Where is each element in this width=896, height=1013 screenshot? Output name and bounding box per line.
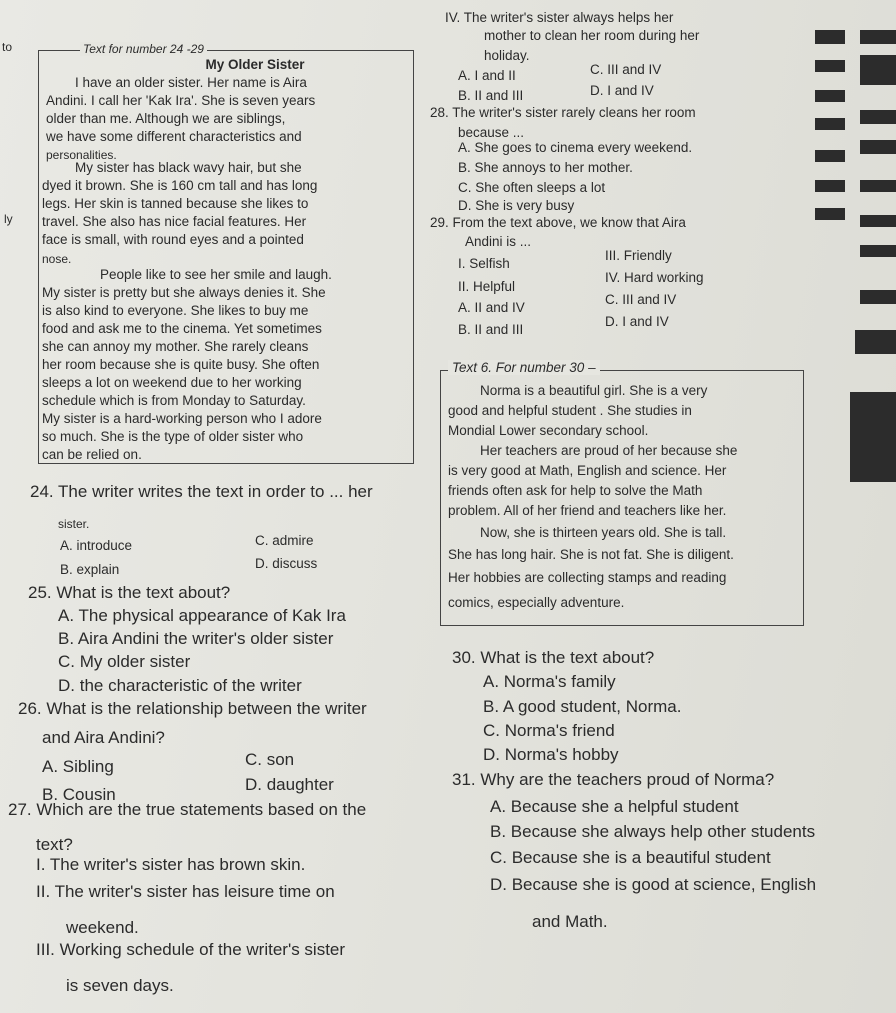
text-line: older than me. Although we are siblings, <box>46 111 286 126</box>
q27-statement-ii-cont: weekend. <box>66 918 139 937</box>
q27-option-a[interactable]: A. I and II <box>458 68 516 83</box>
q27-option-b[interactable]: B. II and III <box>458 88 524 103</box>
text-line: she can annoy my mother. She rarely cleans <box>42 339 309 354</box>
q27-option-d[interactable]: D. I and IV <box>590 83 654 98</box>
q29-option-b[interactable]: B. II and III <box>458 322 524 337</box>
q28-question: 28. The writer's sister rarely cleans her room <box>430 105 696 120</box>
page-edge-stripes <box>800 0 896 480</box>
q24-question: 24. The writer writes the text in order to ... her <box>30 482 373 501</box>
q26-option-b[interactable]: B. Cousin <box>42 785 116 804</box>
q28-option-b[interactable]: B. She annoys to her mother. <box>458 160 633 175</box>
text-label-24-29: Text for number 24 -29 <box>80 42 207 56</box>
q24-option-c[interactable]: C. admire <box>255 533 314 548</box>
text-line: schedule which is from Monday to Saturday. <box>42 393 306 408</box>
q25-option-a[interactable]: A. The physical appearance of Kak Ira <box>58 606 346 625</box>
text-line: so much. She is the type of older sister who <box>42 429 304 444</box>
q25-option-d[interactable]: D. the characteristic of the writer <box>58 676 302 695</box>
q29-item-ii: II. Helpful <box>458 279 516 294</box>
q29-option-d[interactable]: D. I and IV <box>605 314 669 329</box>
text-line: good and helpful student . She studies in <box>448 403 692 418</box>
text-line: I have an older sister. Her name is Aira <box>75 75 307 90</box>
text-line: her room because she is quite busy. She often <box>42 357 320 372</box>
q27-statement-ii: II. The writer's sister has leisure time on <box>36 882 335 901</box>
q30-option-b[interactable]: B. A good student, Norma. <box>483 697 682 716</box>
text-line: travel. She also has nice facial features. Her <box>42 214 307 229</box>
text-line: legs. Her skin is tanned because she likes to <box>42 196 309 211</box>
q29-option-c[interactable]: C. III and IV <box>605 292 677 307</box>
text-line: can be relied on. <box>42 447 142 462</box>
q27-question: 27. Which are the true statements based on the <box>8 800 367 819</box>
q27-question-cont: text? <box>36 835 73 854</box>
q24-question-cont: sister. <box>58 517 90 531</box>
q31-option-d[interactable]: D. Because she is good at science, English <box>490 875 817 894</box>
text-line: food and ask me to the cinema. Yet sometimes <box>42 321 322 336</box>
text-line: Now, she is thirteen years old. She is tall. <box>480 525 727 540</box>
text-line: Her teachers are proud of her because she <box>480 443 738 458</box>
text-line: My sister has black wavy hair, but she <box>75 160 302 175</box>
q27-statement-iii: III. Working schedule of the writer's sister <box>36 940 346 959</box>
q25-question: 25. What is the text about? <box>28 583 231 602</box>
q29-item-iv: IV. Hard working <box>605 270 704 285</box>
q26-option-c[interactable]: C. son <box>245 750 295 769</box>
q30-question: 30. What is the text about? <box>452 648 655 667</box>
text-line: problem. All of her friend and teachers like her. <box>448 503 727 518</box>
text-line: Andini. I call her 'Kak Ira'. She is seven years <box>46 93 316 108</box>
statement-iv: IV. The writer's sister always helps her <box>445 10 674 25</box>
q26-question-cont: and Aira Andini? <box>42 728 165 747</box>
statement-iv-cont: holiday. <box>484 48 530 63</box>
q28-option-c[interactable]: C. She often sleeps a lot <box>458 180 606 195</box>
q26-option-a[interactable]: A. Sibling <box>42 757 114 776</box>
text-line: sleeps a lot on weekend due to her working <box>42 375 302 390</box>
text-line: Her hobbies are collecting stamps and reading <box>448 570 727 585</box>
text-line: My sister is a hard-working person who I adore <box>42 411 322 426</box>
q26-option-d[interactable]: D. daughter <box>245 775 334 794</box>
q24-option-a[interactable]: A. introduce <box>60 538 133 553</box>
q27-statement-iii-cont: is seven days. <box>66 976 174 995</box>
q31-option-d-cont: and Math. <box>532 912 608 931</box>
statement-iv-cont: mother to clean her room during her <box>484 28 700 43</box>
text-line: is very good at Math, English and science. Her <box>448 463 727 478</box>
page-edge-text: to <box>2 40 13 54</box>
q25-option-b[interactable]: B. Aira Andini the writer's older sister <box>58 629 334 648</box>
text-line: She has long hair. She is not fat. She is diligent. <box>448 547 734 562</box>
q30-option-a[interactable]: A. Norma's family <box>483 672 616 691</box>
text-line: face is small, with round eyes and a pointed <box>42 232 304 247</box>
text-line: friends often ask for help to solve the Math <box>448 483 703 498</box>
q31-option-c[interactable]: C. Because she is a beautiful student <box>490 848 771 867</box>
q28-question-cont: because ... <box>458 125 525 140</box>
text-line: Norma is a beautiful girl. She is a very <box>480 383 708 398</box>
text-label-30: Text 6. For number 30 – <box>448 360 600 375</box>
q24-option-b[interactable]: B. explain <box>60 562 120 577</box>
text-line: People like to see her smile and laugh. <box>100 267 332 282</box>
q28-option-a[interactable]: A. She goes to cinema every weekend. <box>458 140 693 155</box>
q31-option-a[interactable]: A. Because she a helpful student <box>490 797 739 816</box>
left-edge-text: ly <box>4 212 13 226</box>
q28-option-d[interactable]: D. She is very busy <box>458 198 575 213</box>
q29-item-i: I. Selfish <box>458 256 510 271</box>
q29-question-cont: Andini is ... <box>465 234 532 249</box>
q27-statement-i: I. The writer's sister has brown skin. <box>36 855 306 874</box>
text-line: My sister is pretty but she always denies it. She <box>42 285 326 300</box>
text-line: comics, especially adventure. <box>448 595 625 610</box>
q29-item-iii: III. Friendly <box>605 248 672 263</box>
q26-question: 26. What is the relationship between the writer <box>18 699 367 718</box>
text-line: nose. <box>42 252 72 266</box>
q25-option-c[interactable]: C. My older sister <box>58 652 191 671</box>
text-line: dyed it brown. She is 160 cm tall and has long <box>42 178 318 193</box>
text-line: personalities. <box>46 148 117 162</box>
text-line: is also kind to everyone. She likes to buy me <box>42 303 309 318</box>
q31-option-b[interactable]: B. Because she always help other students <box>490 822 816 841</box>
q24-option-d[interactable]: D. discuss <box>255 556 318 571</box>
q31-question: 31. Why are the teachers proud of Norma? <box>452 770 775 789</box>
q30-option-c[interactable]: C. Norma's friend <box>483 721 615 740</box>
q27-option-c[interactable]: C. III and IV <box>590 62 662 77</box>
text-line: we have some different characteristics and <box>46 129 302 144</box>
text-title: My Older Sister <box>205 57 305 72</box>
q29-option-a[interactable]: A. II and IV <box>458 300 525 315</box>
text-line: Mondial Lower secondary school. <box>448 423 649 438</box>
q30-option-d[interactable]: D. Norma's hobby <box>483 745 619 764</box>
q29-question: 29. From the text above, we know that Aira <box>430 215 686 230</box>
